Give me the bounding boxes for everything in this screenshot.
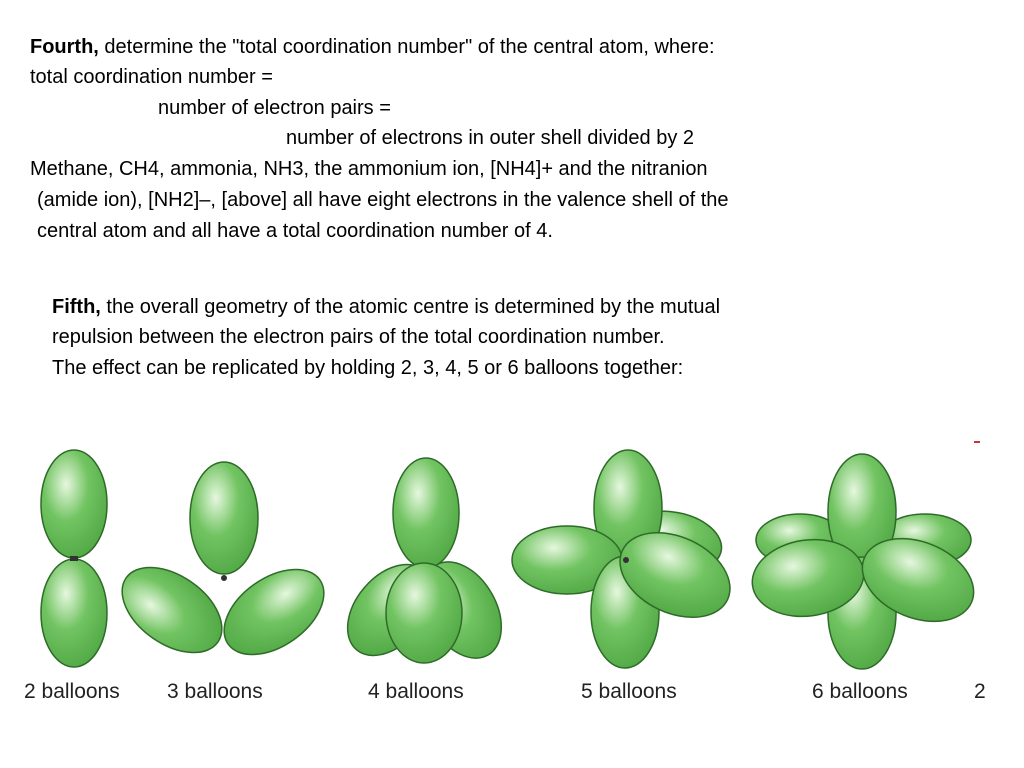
balloons-figure	[0, 430, 1024, 680]
fifth-line-1-text: the overall geometry of the atomic centre is determined by the mutual	[100, 296, 721, 318]
balloon-group-4	[331, 458, 518, 672]
balloon-group-3	[107, 462, 340, 672]
fourth-line-7: central atom and all have a total coordination number of 4.	[37, 220, 553, 242]
caption-4-balloons: 4 balloons	[368, 680, 464, 703]
fourth-line-3: number of electron pairs =	[158, 97, 391, 119]
balloon-knot	[70, 556, 78, 561]
caption-3-balloons: 3 balloons	[167, 680, 263, 703]
balloon	[386, 563, 462, 663]
balloon	[190, 462, 258, 574]
caption-5-balloons: 5 balloons	[581, 680, 677, 703]
edge-mark	[974, 441, 980, 443]
balloon	[393, 458, 459, 568]
caption-2-balloons: 2 balloons	[24, 680, 120, 703]
fourth-line-6: (amide ion), [NH2]–, [above] all have eight electrons in the valence shell of the	[37, 189, 729, 211]
caption-6-balloons: 6 balloons	[812, 680, 908, 703]
fourth-line-4: number of electrons in outer shell divided by 2	[286, 127, 695, 149]
fourth-line-5: Methane, CH4, ammonia, NH3, the ammonium ion, [NH4]+ and the nitranion	[30, 158, 708, 180]
balloon	[41, 559, 107, 667]
balloon-group-6	[747, 454, 986, 669]
balloon-knot	[221, 575, 227, 581]
fifth-line-1	[52, 292, 720, 322]
balloon	[41, 450, 107, 558]
fifth-heading: Fifth,	[52, 296, 101, 318]
fourth-line-1	[30, 32, 715, 62]
balloon-group-2	[41, 450, 107, 667]
fourth-heading: Fourth,	[30, 36, 99, 58]
fifth-line-3: The effect can be replicated by holding 2, 3, 4, 5 or 6 balloons together:	[52, 357, 684, 379]
fourth-line-2: total coordination number =	[30, 66, 273, 88]
balloon-knot	[623, 557, 629, 563]
caption-edge-glyph: 2	[974, 680, 986, 703]
fifth-line-2: repulsion between the electron pairs of the total coordination number.	[52, 326, 665, 348]
balloon-group-5	[512, 450, 744, 668]
fourth-line-1-text: determine the "total coordination number" of the central atom, where:	[98, 36, 715, 58]
